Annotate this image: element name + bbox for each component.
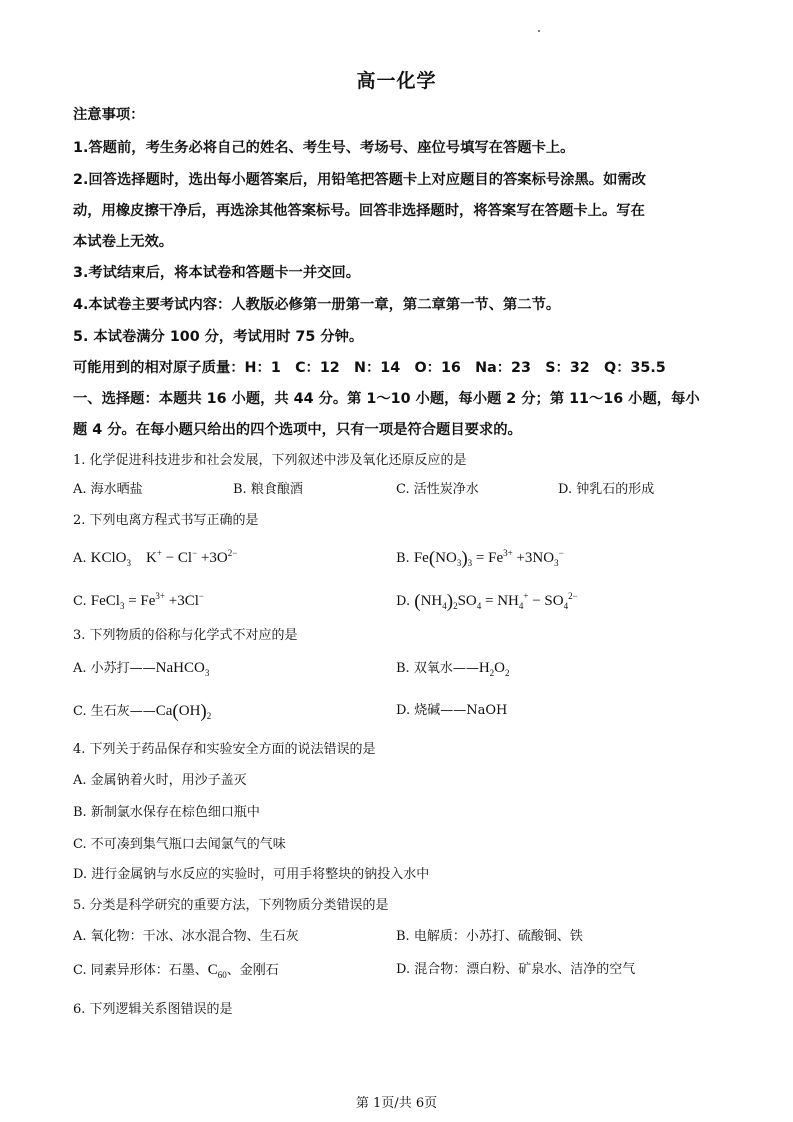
q4-option-d: D. 进行金属钠与水反应的实验时，可用手将整块的钠投入水中	[73, 867, 430, 882]
question-4-stem: 4. 下列关于药品保存和实验安全方面的说法错误的是	[73, 742, 376, 757]
notice-item-2-cont: 动，用橡皮擦干净后，再选涂其他答案标号。回答非选择题时，将答案写在答题卡上。写在	[73, 203, 645, 219]
q2-option-c: C. FeCl$_3$ = $Fe^{3+} +3Cl^-$	[73, 591, 204, 611]
atomic-masses: 可能用到的相对原子质量：H：1 C：12 N：14 O：16 Na：23 S：32 Q：35.5	[73, 360, 666, 376]
notice-item-4: 4.本试卷主要考试内容：人教版必修第一册第一章，第二章第一节、第二节。	[73, 297, 561, 313]
q4-option-b: B. 新制氯水保存在棕色细口瓶中	[73, 805, 260, 820]
notice-item-2: 2.回答选择题时，选出每小题答案后，用铅笔把答题卡上对应题目的答案标号涂黑。如需改	[73, 172, 646, 188]
q1-option-c: C. 活性炭净水	[396, 482, 479, 497]
q2-option-b: B. $Fe(NO_3)_3 = Fe^{3+} +3NO_3^-$	[396, 548, 564, 569]
q3-option-b: B. 双氧水$——H_2O_2$	[396, 660, 510, 678]
q2-c-equation: FeCl$_3$ = $Fe^{3+} +3Cl^-$	[90, 591, 204, 611]
question-6-stem: 6. 下列逻辑关系图错误的是	[73, 1002, 233, 1017]
q4-option-a: A. 金属钠着火时，用沙子盖灭	[73, 773, 247, 788]
notice-item-2-end: 本试卷上无效。	[73, 234, 174, 250]
question-5-stem: 5. 分类是科学研究的重要方法，下列物质分类错误的是	[73, 898, 389, 913]
q1-option-b: B. 粮食酿酒	[233, 482, 303, 497]
q5-option-c: C. 同素异形体：石墨、$C_{60}$、金刚石	[73, 962, 279, 980]
q3-option-a: A. 小苏打——NaHCO$_3$	[73, 660, 210, 678]
page-footer: 第 1页/共 6页	[355, 1096, 438, 1111]
q3-option-d: D. 烧碱——NaOH	[396, 703, 508, 718]
q2-d-equation: $(NH_4)_2SO_4 = NH_4^+ - SO_4^{2-}$	[414, 591, 578, 612]
q3-option-c: C. 生石灰$——Ca(OH)_2$	[73, 701, 212, 722]
question-1-stem: 1. 化学促进科技进步和社会发展，下列叙述中涉及氧化还原反应的是	[73, 453, 467, 468]
q1-option-a: A. 海水晒盐	[73, 482, 143, 497]
q2-option-d: D. $(NH_4)_2SO_4 = NH_4^+ - SO_4^{2-}$	[396, 591, 578, 612]
notice-item-5: 5. 本试卷满分 100 分，考试用时 75 分钟。	[73, 329, 364, 345]
q4-option-c: C. 不可凑到集气瓶口去闻氯气的气味	[73, 837, 286, 852]
q5-option-b: B. 电解质：小苏打、硫酸铜、铁	[396, 929, 583, 944]
section-heading-cont: 题 4 分。在每小题只给出的四个选项中，只有一项是符合题目要求的。	[73, 422, 522, 438]
q1-option-d: D. 钟乳石的形成	[558, 482, 655, 497]
scan-dot	[538, 30, 540, 32]
q5-option-a: A. 氧化物：干冰、冰水混合物、生石灰	[73, 929, 299, 944]
page-title: 高一化学	[356, 70, 437, 92]
question-2-stem: 2. 下列电离方程式书写正确的是	[73, 513, 259, 528]
q5-option-d: D. 混合物：漂白粉、矿泉水、洁净的空气	[396, 962, 636, 977]
q2-option-a: A. KClO$_3$ $K^+ - Cl^- +3O^{2-}$	[73, 548, 238, 568]
notice-item-1: 1.答题前，考生务必将自己的姓名、考生号、考场号、座位号填写在答题卡上。	[73, 140, 575, 156]
q2-b-equation: $Fe(NO_3)_3 = Fe^{3+} +3NO_3^-$	[413, 548, 564, 569]
q2-a-equation: KClO$_3$ $K^+ - Cl^- +3O^{2-}$	[90, 548, 238, 568]
section-heading: 一、选择题：本题共 16 小题，共 44 分。第 1～10 小题，每小题 2 分；第 11～16 小题，每小	[73, 391, 700, 407]
question-3-stem: 3. 下列物质的俗称与化学式不对应的是	[73, 628, 298, 643]
notice-item-3: 3.考试结束后，将本试卷和答题卡一并交回。	[73, 265, 361, 281]
notice-heading: 注意事项：	[73, 107, 145, 123]
